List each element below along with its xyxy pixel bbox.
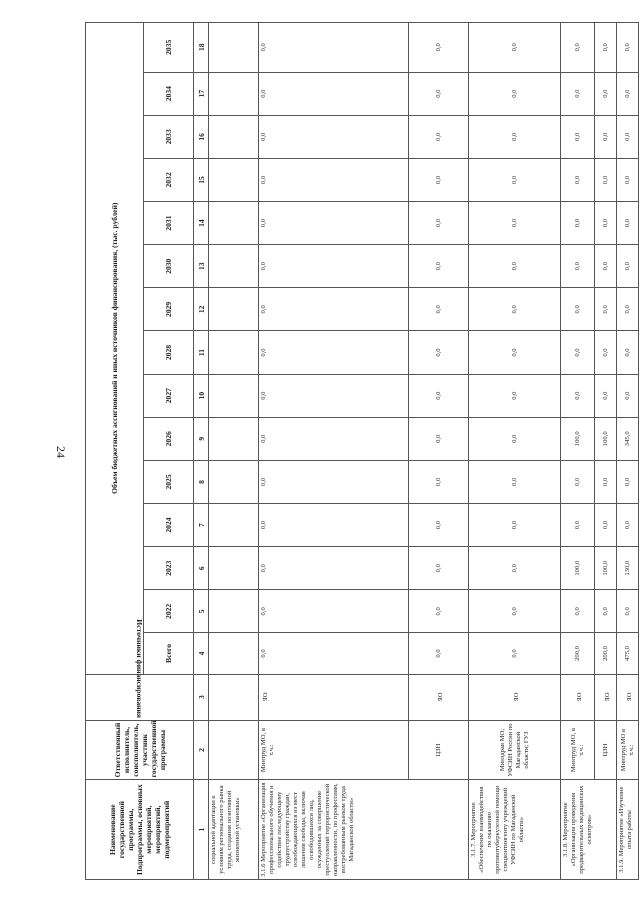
amount-cell <box>209 158 259 201</box>
amount-cell: 0,0 <box>617 590 639 633</box>
amount-cell: 0,0 <box>617 115 639 158</box>
column-number: 8 <box>194 460 209 503</box>
amount-cell: 0,0 <box>561 460 595 503</box>
table-row <box>595 23 617 880</box>
header-year: 2030 <box>144 245 194 288</box>
financing-table <box>85 22 639 880</box>
financing-source: ОБ <box>469 674 561 720</box>
amount-cell: 0,0 <box>595 504 617 547</box>
activity-name: 3.1.8. Мероприятие «Организация проведения предварительных медицинских осмотров» <box>561 780 617 880</box>
table-row <box>209 23 259 880</box>
amount-cell: 0,0 <box>561 158 595 201</box>
financing-source: ОБ <box>259 674 409 720</box>
header-year: 2028 <box>144 331 194 374</box>
financing-source <box>209 674 259 720</box>
amount-cell: 0,0 <box>561 202 595 245</box>
amount-cell: 0,0 <box>409 460 469 503</box>
amount-cell: 0,0 <box>561 72 595 115</box>
table-row <box>617 23 639 880</box>
column-number: 5 <box>194 590 209 633</box>
amount-cell <box>209 115 259 158</box>
amount-cell: 0,0 <box>409 202 469 245</box>
amount-cell: 0,0 <box>409 547 469 590</box>
amount-cell: 0,0 <box>409 115 469 158</box>
amount-cell: 0,0 <box>259 202 409 245</box>
column-number: 7 <box>194 504 209 547</box>
amount-cell <box>209 72 259 115</box>
responsible-executor: ЦЗН <box>595 720 617 780</box>
header-year: 2034 <box>144 72 194 115</box>
amount-cell <box>209 331 259 374</box>
amount-cell <box>209 23 259 73</box>
column-number: 3 <box>194 674 209 720</box>
amount-cell: 0,0 <box>595 202 617 245</box>
header-year: 2033 <box>144 115 194 158</box>
amount-cell: 0,0 <box>469 245 561 288</box>
amount-cell: 0,0 <box>469 460 561 503</box>
amount-cell: 0,0 <box>409 504 469 547</box>
amount-cell: 0,0 <box>259 460 409 503</box>
table-row <box>561 23 595 880</box>
amount-cell <box>209 245 259 288</box>
column-number: 11 <box>194 331 209 374</box>
amount-cell: 0,0 <box>469 115 561 158</box>
amount-cell: 0,0 <box>259 374 409 417</box>
amount-cell: 0,0 <box>409 374 469 417</box>
header-budget: Объем бюджетных ассигнований и иных источников финансирования, (тыс. рублей) <box>86 23 144 675</box>
amount-cell: 0,0 <box>469 547 561 590</box>
header-year: 2026 <box>144 417 194 460</box>
amount-cell: 0,0 <box>469 202 561 245</box>
amount-cell: 0,0 <box>595 115 617 158</box>
header-year: 2032 <box>144 158 194 201</box>
amount-cell <box>209 633 259 674</box>
financing-source: ОБ <box>409 674 469 720</box>
table-body <box>209 23 639 880</box>
financing-source: ОБ <box>595 674 617 720</box>
amount-cell: 0,0 <box>617 374 639 417</box>
activity-name: 3.1.6 Мероприятие «Организация профессионального обучения и содействие последующему трудоустройству граждан, освобождающихся из мест лишения свободы, включая освободившихся лиц, осужденных за совершение преступлений террористической направленности, по профессиям, востребованным рынком труда Магаданской области» <box>259 780 469 880</box>
responsible-executor: Минтруд МО, в т.ч.: <box>561 720 595 780</box>
column-number: 4 <box>194 633 209 674</box>
amount-cell: 0,0 <box>469 158 561 201</box>
amount-cell <box>209 417 259 460</box>
amount-cell: 0,0 <box>617 504 639 547</box>
amount-cell <box>209 460 259 503</box>
amount-cell: 0,0 <box>595 288 617 331</box>
column-number: 2 <box>194 720 209 780</box>
header-source: Источники финансирования <box>86 674 194 720</box>
amount-cell: 0,0 <box>595 331 617 374</box>
amount-cell: 0,0 <box>259 417 409 460</box>
header-name: Наименование государственной программы, Подпрограммы, основных мероприятий, мероприятий, подмероприятий <box>86 780 194 880</box>
header-year: 2035 <box>144 23 194 73</box>
header-year: 2023 <box>144 547 194 590</box>
amount-cell: 0,0 <box>259 590 409 633</box>
amount-cell <box>209 202 259 245</box>
amount-cell: 0,0 <box>259 288 409 331</box>
amount-cell: 0,0 <box>409 72 469 115</box>
amount-cell: 0,0 <box>409 417 469 460</box>
responsible-executor <box>209 720 259 780</box>
amount-cell: 0,0 <box>259 115 409 158</box>
header-year: 2027 <box>144 374 194 417</box>
activity-name: социальной адаптации к условиям регионального рынка труда, создания позитивной жизненной установки» <box>209 780 259 880</box>
amount-cell: 0,0 <box>617 288 639 331</box>
responsible-executor: ЦЗН <box>409 720 469 780</box>
amount-cell <box>209 374 259 417</box>
amount-cell: 0,0 <box>617 460 639 503</box>
amount-cell: 0,0 <box>469 590 561 633</box>
amount-cell: 0,0 <box>259 23 409 73</box>
amount-cell: 0,0 <box>561 288 595 331</box>
amount-cell: 0,0 <box>469 72 561 115</box>
amount-cell: 0,0 <box>561 245 595 288</box>
amount-cell: 0,0 <box>469 374 561 417</box>
amount-cell: 200,0 <box>595 633 617 674</box>
amount-cell: 0,0 <box>617 72 639 115</box>
responsible-executor: Минздрав МО; УФСИН России по Магаданской области; ГУЗ <box>469 720 561 780</box>
amount-cell: 0,0 <box>259 72 409 115</box>
activity-name: 3.1.7. Мероприятие «Обеспечение взаимодействия по оказанию противотуберкулезной помощи спецконтингенту учреждений УФСИН по Магаданской области» <box>469 780 561 880</box>
column-number: 1 <box>194 780 209 880</box>
amount-cell: 0,0 <box>561 331 595 374</box>
amount-cell: 0,0 <box>595 374 617 417</box>
amount-cell <box>209 288 259 331</box>
column-number: 6 <box>194 547 209 590</box>
amount-cell: 0,0 <box>409 590 469 633</box>
amount-cell: 0,0 <box>617 331 639 374</box>
financing-source: ОБ <box>617 674 639 720</box>
amount-cell: 0,0 <box>409 633 469 674</box>
amount-cell: 130,0 <box>617 547 639 590</box>
amount-cell: 100,0 <box>561 417 595 460</box>
amount-cell: 0,0 <box>595 158 617 201</box>
amount-cell: 0,0 <box>469 504 561 547</box>
amount-cell: 0,0 <box>469 331 561 374</box>
amount-cell: 0,0 <box>469 288 561 331</box>
column-number: 14 <box>194 202 209 245</box>
amount-cell: 0,0 <box>561 590 595 633</box>
amount-cell: 0,0 <box>595 23 617 73</box>
amount-cell: 0,0 <box>259 633 409 674</box>
column-number: 16 <box>194 115 209 158</box>
header-year: 2031 <box>144 202 194 245</box>
amount-cell: 100,0 <box>595 417 617 460</box>
column-number: 18 <box>194 23 209 73</box>
amount-cell: 0,0 <box>595 590 617 633</box>
amount-cell: 0,0 <box>259 331 409 374</box>
amount-cell <box>209 590 259 633</box>
amount-cell: 0,0 <box>409 23 469 73</box>
amount-cell: 0,0 <box>595 460 617 503</box>
header-year: 2029 <box>144 288 194 331</box>
column-number: 13 <box>194 245 209 288</box>
column-number: 10 <box>194 374 209 417</box>
amount-cell: 0,0 <box>561 504 595 547</box>
amount-cell: 345,0 <box>617 417 639 460</box>
table-row <box>409 23 469 880</box>
amount-cell: 0,0 <box>409 245 469 288</box>
responsible-executor: Минтруд МО, в т.ч.: <box>259 720 409 780</box>
amount-cell: 0,0 <box>259 547 409 590</box>
amount-cell: 0,0 <box>595 245 617 288</box>
page-number: 24 <box>54 446 68 458</box>
header-year: 2022 <box>144 590 194 633</box>
amount-cell: 0,0 <box>617 23 639 73</box>
table-row <box>259 23 409 880</box>
amount-cell: 0,0 <box>259 504 409 547</box>
amount-cell: 0,0 <box>409 158 469 201</box>
column-number: 9 <box>194 417 209 460</box>
amount-cell: 0,0 <box>259 245 409 288</box>
amount-cell: 0,0 <box>469 633 561 674</box>
financing-source: ОБ <box>561 674 595 720</box>
amount-cell: 0,0 <box>561 23 595 73</box>
header-responsible: Ответственный исполнитель, соисполнитель, участник государственной программы <box>86 720 194 780</box>
column-number: 12 <box>194 288 209 331</box>
amount-cell: 0,0 <box>595 72 617 115</box>
amount-cell: 0,0 <box>617 245 639 288</box>
amount-cell: 200,0 <box>561 633 595 674</box>
amount-cell: 475,0 <box>617 633 639 674</box>
header-year: 2025 <box>144 460 194 503</box>
header-year: 2024 <box>144 504 194 547</box>
amount-cell: 0,0 <box>259 158 409 201</box>
header-year: Всего <box>144 633 194 674</box>
amount-cell: 0,0 <box>561 115 595 158</box>
column-number: 17 <box>194 72 209 115</box>
amount-cell: 100,0 <box>561 547 595 590</box>
responsible-executor: Минтруд МО в т.ч.: <box>617 720 639 780</box>
amount-cell: 0,0 <box>469 417 561 460</box>
activity-name: 3.1.9. Мероприятие «Изучение опыта работы <box>617 780 639 880</box>
amount-cell: 0,0 <box>409 331 469 374</box>
amount-cell: 100,0 <box>595 547 617 590</box>
amount-cell: 0,0 <box>617 158 639 201</box>
amount-cell: 0,0 <box>617 202 639 245</box>
amount-cell: 0,0 <box>409 288 469 331</box>
amount-cell <box>209 504 259 547</box>
column-number: 15 <box>194 158 209 201</box>
table-row <box>469 23 561 880</box>
financing-table-wrapper <box>85 22 635 880</box>
amount-cell: 0,0 <box>469 23 561 73</box>
amount-cell <box>209 547 259 590</box>
amount-cell: 0,0 <box>561 374 595 417</box>
